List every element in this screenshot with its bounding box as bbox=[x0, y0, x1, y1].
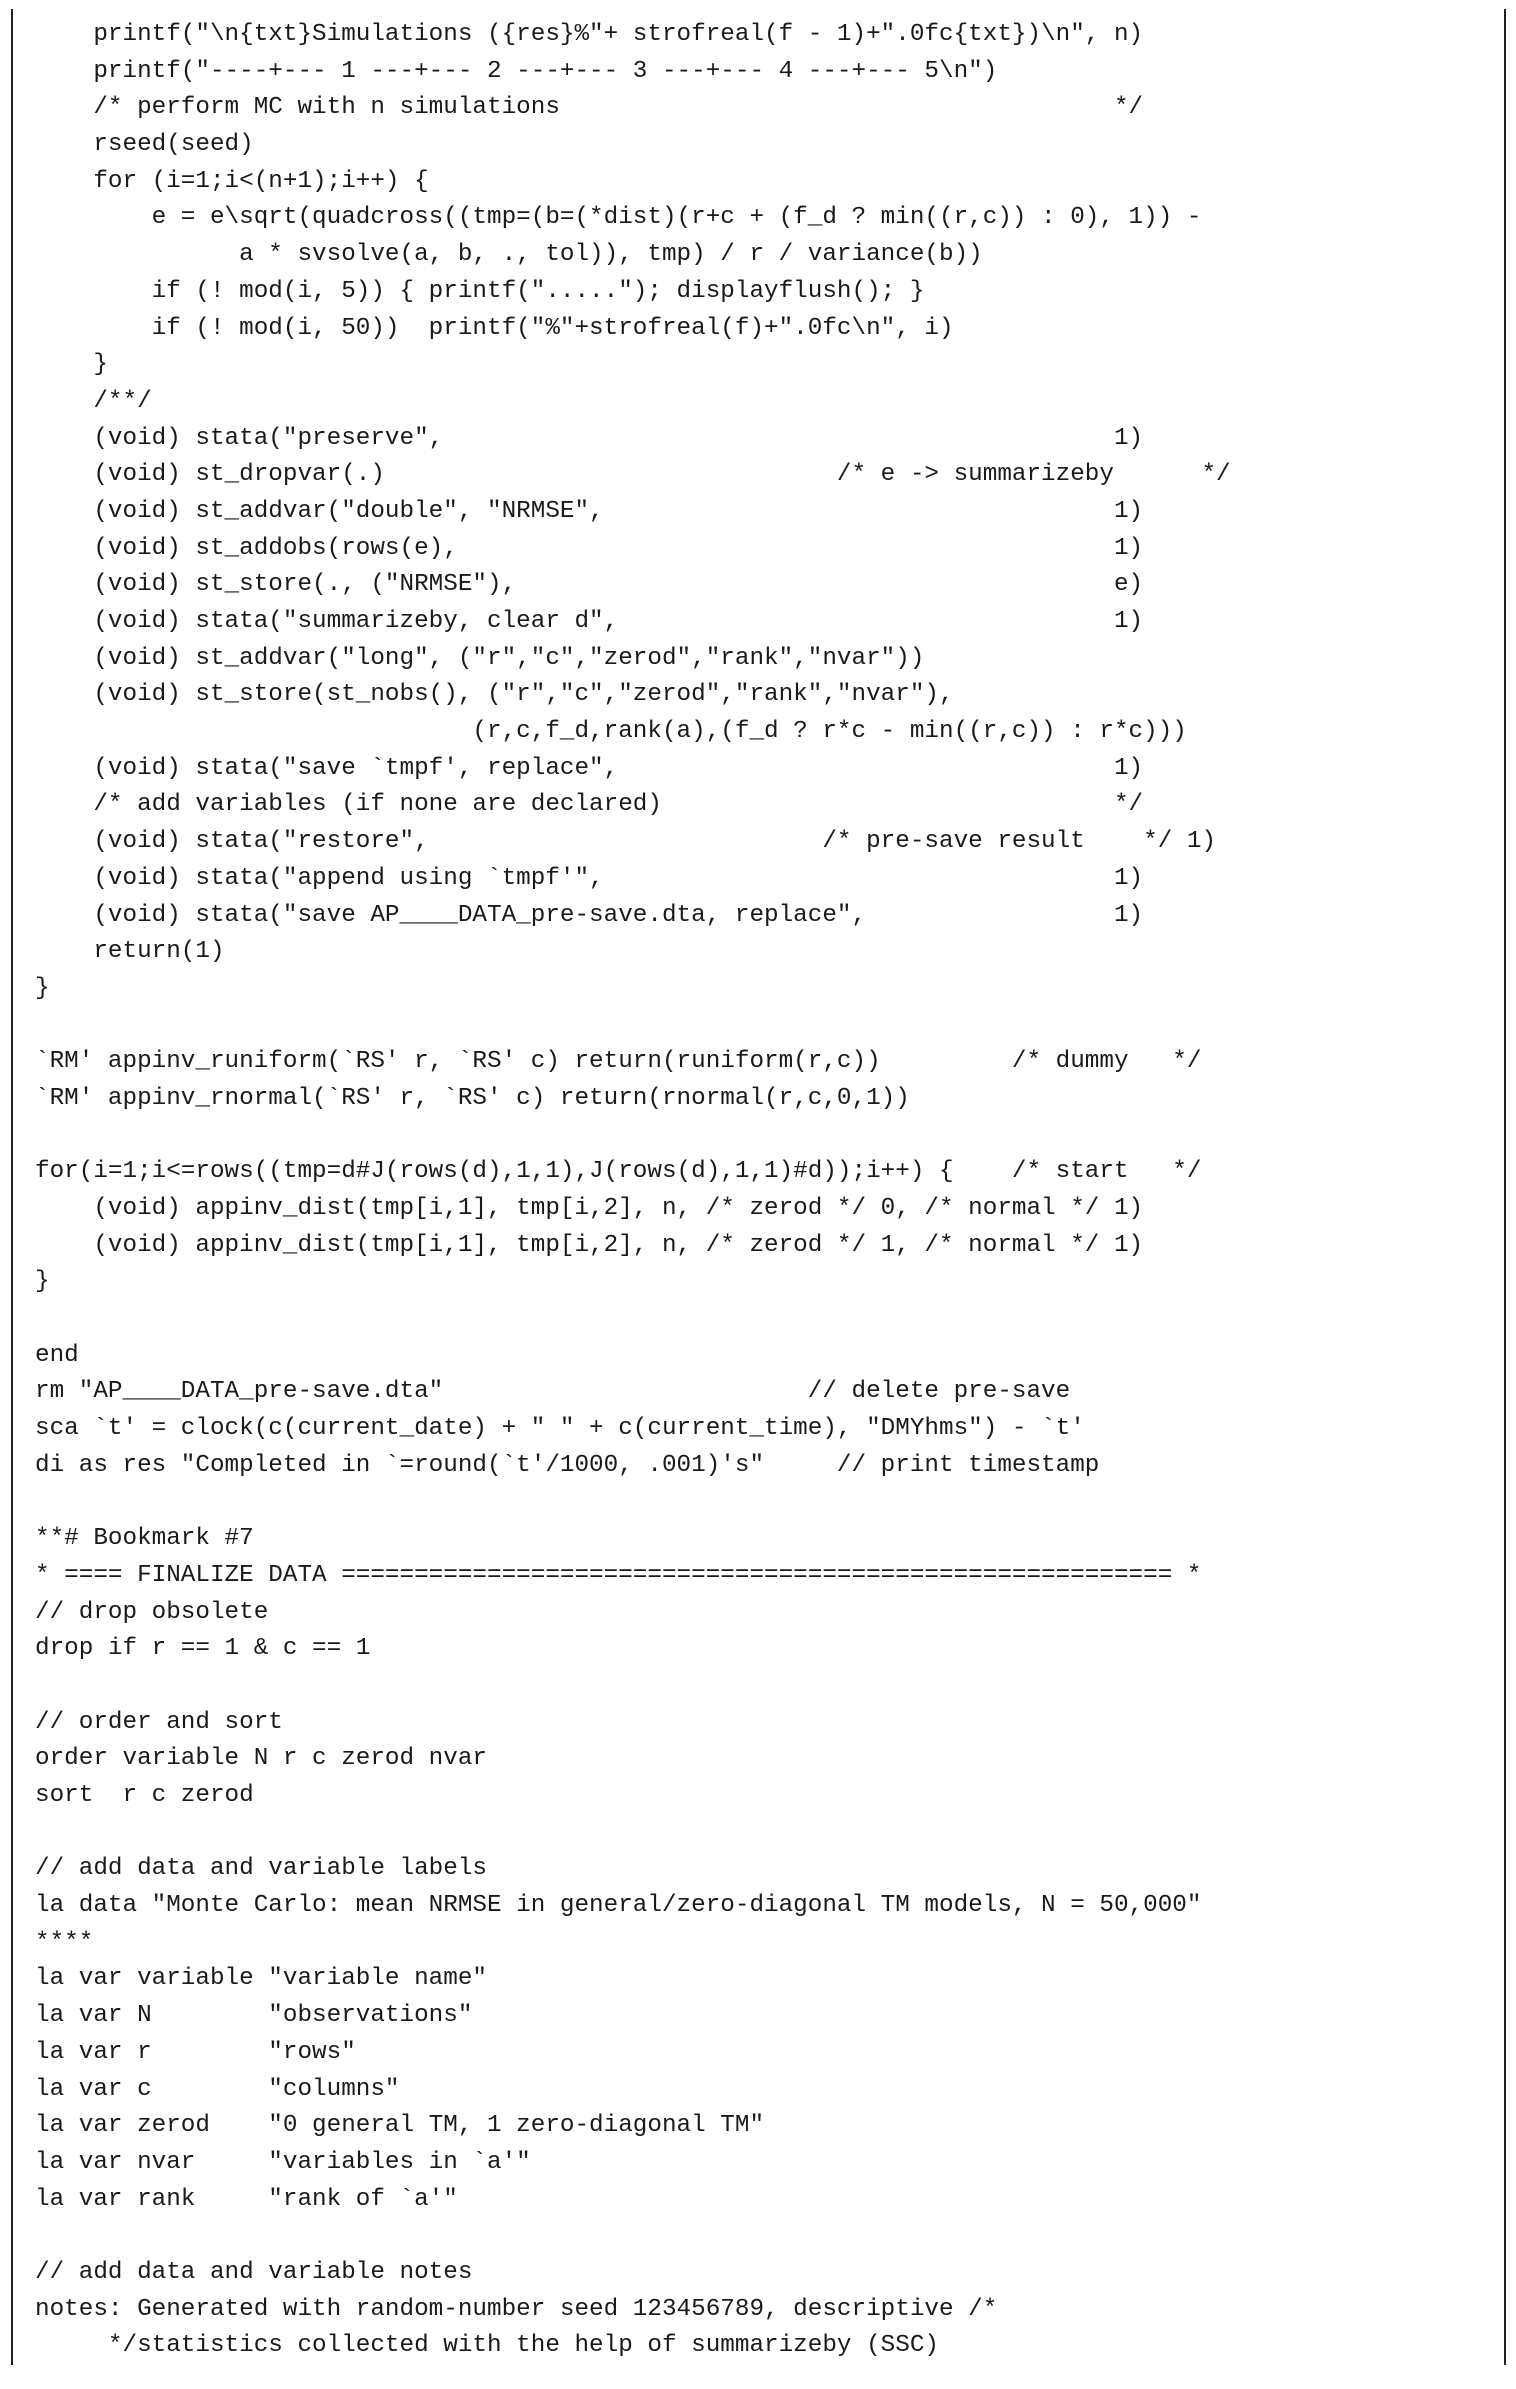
code-line: // add data and variable labels bbox=[35, 1855, 487, 1883]
code-line: (void) stata("preserve", 1) bbox=[35, 424, 1144, 452]
code-line: la var zerod "0 general TM, 1 zero-diagonal TM" bbox=[35, 2112, 765, 2140]
code-line: order variable N r c zerod nvar bbox=[35, 1745, 487, 1773]
code-line: if (! mod(i, 50)) printf("%"+strofreal(f)+".0fc\n", i) bbox=[35, 314, 954, 342]
code-line: notes: Generated with random-number seed 123456789, descriptive /* bbox=[35, 2295, 998, 2323]
code-line: printf("----+--- 1 ---+--- 2 ---+--- 3 ---+--- 4 ---+--- 5\n") bbox=[35, 57, 998, 85]
code-line bbox=[35, 1008, 1231, 1045]
code-line: la var rank "rank of `a'" bbox=[35, 2185, 458, 2213]
code-line: (void) stata("restore", /* pre-save result */ 1) bbox=[35, 828, 1217, 856]
code-line: (void) appinv_dist(tmp[i,1], tmp[i,2], n, /* zerod */ 1, /* normal */ 1) bbox=[35, 1231, 1144, 1259]
code-line: } bbox=[35, 974, 50, 1002]
code-line: } bbox=[35, 351, 108, 379]
code-line bbox=[35, 2218, 1231, 2255]
code-line: /* perform MC with n simulations */ bbox=[35, 94, 1144, 122]
code-line bbox=[35, 1815, 1231, 1852]
code-line: sort r c zerod bbox=[35, 1782, 254, 1809]
code-line: */statistics collected with the help of summarizeby (SSC) bbox=[35, 2332, 939, 2360]
code-line: (void) stata("save `tmpf', replace", 1) bbox=[35, 754, 1144, 782]
code-line: la var variable "variable name" bbox=[35, 1965, 487, 1993]
code-line bbox=[35, 1668, 1231, 1705]
code-line: // drop obsolete bbox=[35, 1598, 269, 1626]
code-line: sca `t' = clock(c(current_date) + " " + c(current_time), "DMYhms") - `t' bbox=[35, 1415, 1085, 1443]
code-line: (void) st_addvar("long", ("r","c","zerod","rank","nvar")) bbox=[35, 644, 925, 672]
code-line: if (! mod(i, 5)) { printf("....."); displayflush(); } bbox=[35, 277, 925, 305]
code-line bbox=[35, 1485, 1231, 1522]
code-line: (void) st_addvar("double", "NRMSE", 1) bbox=[35, 497, 1144, 525]
code-line: **** bbox=[35, 1928, 94, 1956]
code-line: // add data and variable notes bbox=[35, 2258, 473, 2286]
code-line: rm "AP____DATA_pre-save.dta" // delete pre-save bbox=[35, 1378, 1071, 1406]
code-line: end bbox=[35, 1341, 79, 1369]
code-line: la data "Monte Carlo: mean NRMSE in general/zero-diagonal TM models, N = 50,000" bbox=[35, 1892, 1202, 1920]
code-line: drop if r == 1 & c == 1 bbox=[35, 1635, 371, 1663]
code-listing bbox=[35, 17, 1231, 2365]
code-line: e = e\sqrt(quadcross((tmp=(b=(*dist)(r+c + (f_d ? min((r,c)) : 0), 1)) - bbox=[35, 204, 1202, 232]
code-line: `RM' appinv_runiform(`RS' r, `RS' c) return(runiform(r,c)) /* dummy */ bbox=[35, 1048, 1202, 1076]
code-line: la var nvar "variables in `a'" bbox=[35, 2148, 531, 2176]
code-line: rseed(seed) bbox=[35, 131, 254, 159]
code-line: a * svsolve(a, b, ., tol)), tmp) / r / variance(b)) bbox=[35, 241, 983, 269]
code-line: /**/ bbox=[35, 387, 152, 415]
code-line: (void) stata("append using `tmpf'", 1) bbox=[35, 864, 1144, 892]
code-line: la var r "rows" bbox=[35, 2038, 356, 2066]
code-line: } bbox=[35, 1268, 50, 1296]
code-line: // order and sort bbox=[35, 1708, 283, 1736]
code-line: (void) st_dropvar(.) /* e -> summarizeby */ bbox=[35, 461, 1231, 489]
code-listing-frame bbox=[11, 9, 1506, 2365]
code-line: di as res "Completed in `=round(`t'/1000, .001)'s" // print timestamp bbox=[35, 1451, 1100, 1479]
code-line: (void) stata("save AP____DATA_pre-save.dta, replace", 1) bbox=[35, 901, 1144, 929]
code-line: (r,c,f_d,rank(a),(f_d ? r*c - min((r,c)) : r*c))) bbox=[35, 718, 1187, 746]
code-line: (void) st_store(., ("NRMSE"), e) bbox=[35, 571, 1144, 599]
code-line: (void) st_store(st_nobs(), ("r","c","zerod","rank","nvar"), bbox=[35, 681, 954, 709]
code-line: printf("\n{txt}Simulations ({res}%"+ strofreal(f - 1)+".0fc{txt})\n", n) bbox=[35, 21, 1144, 48]
code-line: for (i=1;i<(n+1);i++) { bbox=[35, 167, 429, 195]
section-header-line: * ==== FINALIZE DATA ========================================================= * bbox=[35, 1561, 1202, 1589]
code-line: for(i=1;i<=rows((tmp=d#J(rows(d),1,1),J(rows(d),1,1)#d));i++) { /* start */ bbox=[35, 1158, 1202, 1186]
code-line: return(1) bbox=[35, 938, 225, 966]
code-line: la var N "observations" bbox=[35, 2002, 473, 2030]
code-line: (void) stata("summarizeby, clear d", 1) bbox=[35, 608, 1144, 635]
code-line: (void) st_addobs(rows(e), 1) bbox=[35, 534, 1144, 562]
code-line: `RM' appinv_rnormal(`RS' r, `RS' c) return(rnormal(r,c,0,1)) bbox=[35, 1084, 910, 1112]
code-line: (void) appinv_dist(tmp[i,1], tmp[i,2], n, /* zerod */ 0, /* normal */ 1) bbox=[35, 1195, 1144, 1222]
code-line bbox=[35, 1301, 1231, 1338]
code-line: /* add variables (if none are declared) */ bbox=[35, 791, 1144, 819]
bookmark-line: **# Bookmark #7 bbox=[35, 1525, 254, 1553]
code-line: la var c "columns" bbox=[35, 2075, 400, 2103]
code-line bbox=[35, 1118, 1231, 1155]
